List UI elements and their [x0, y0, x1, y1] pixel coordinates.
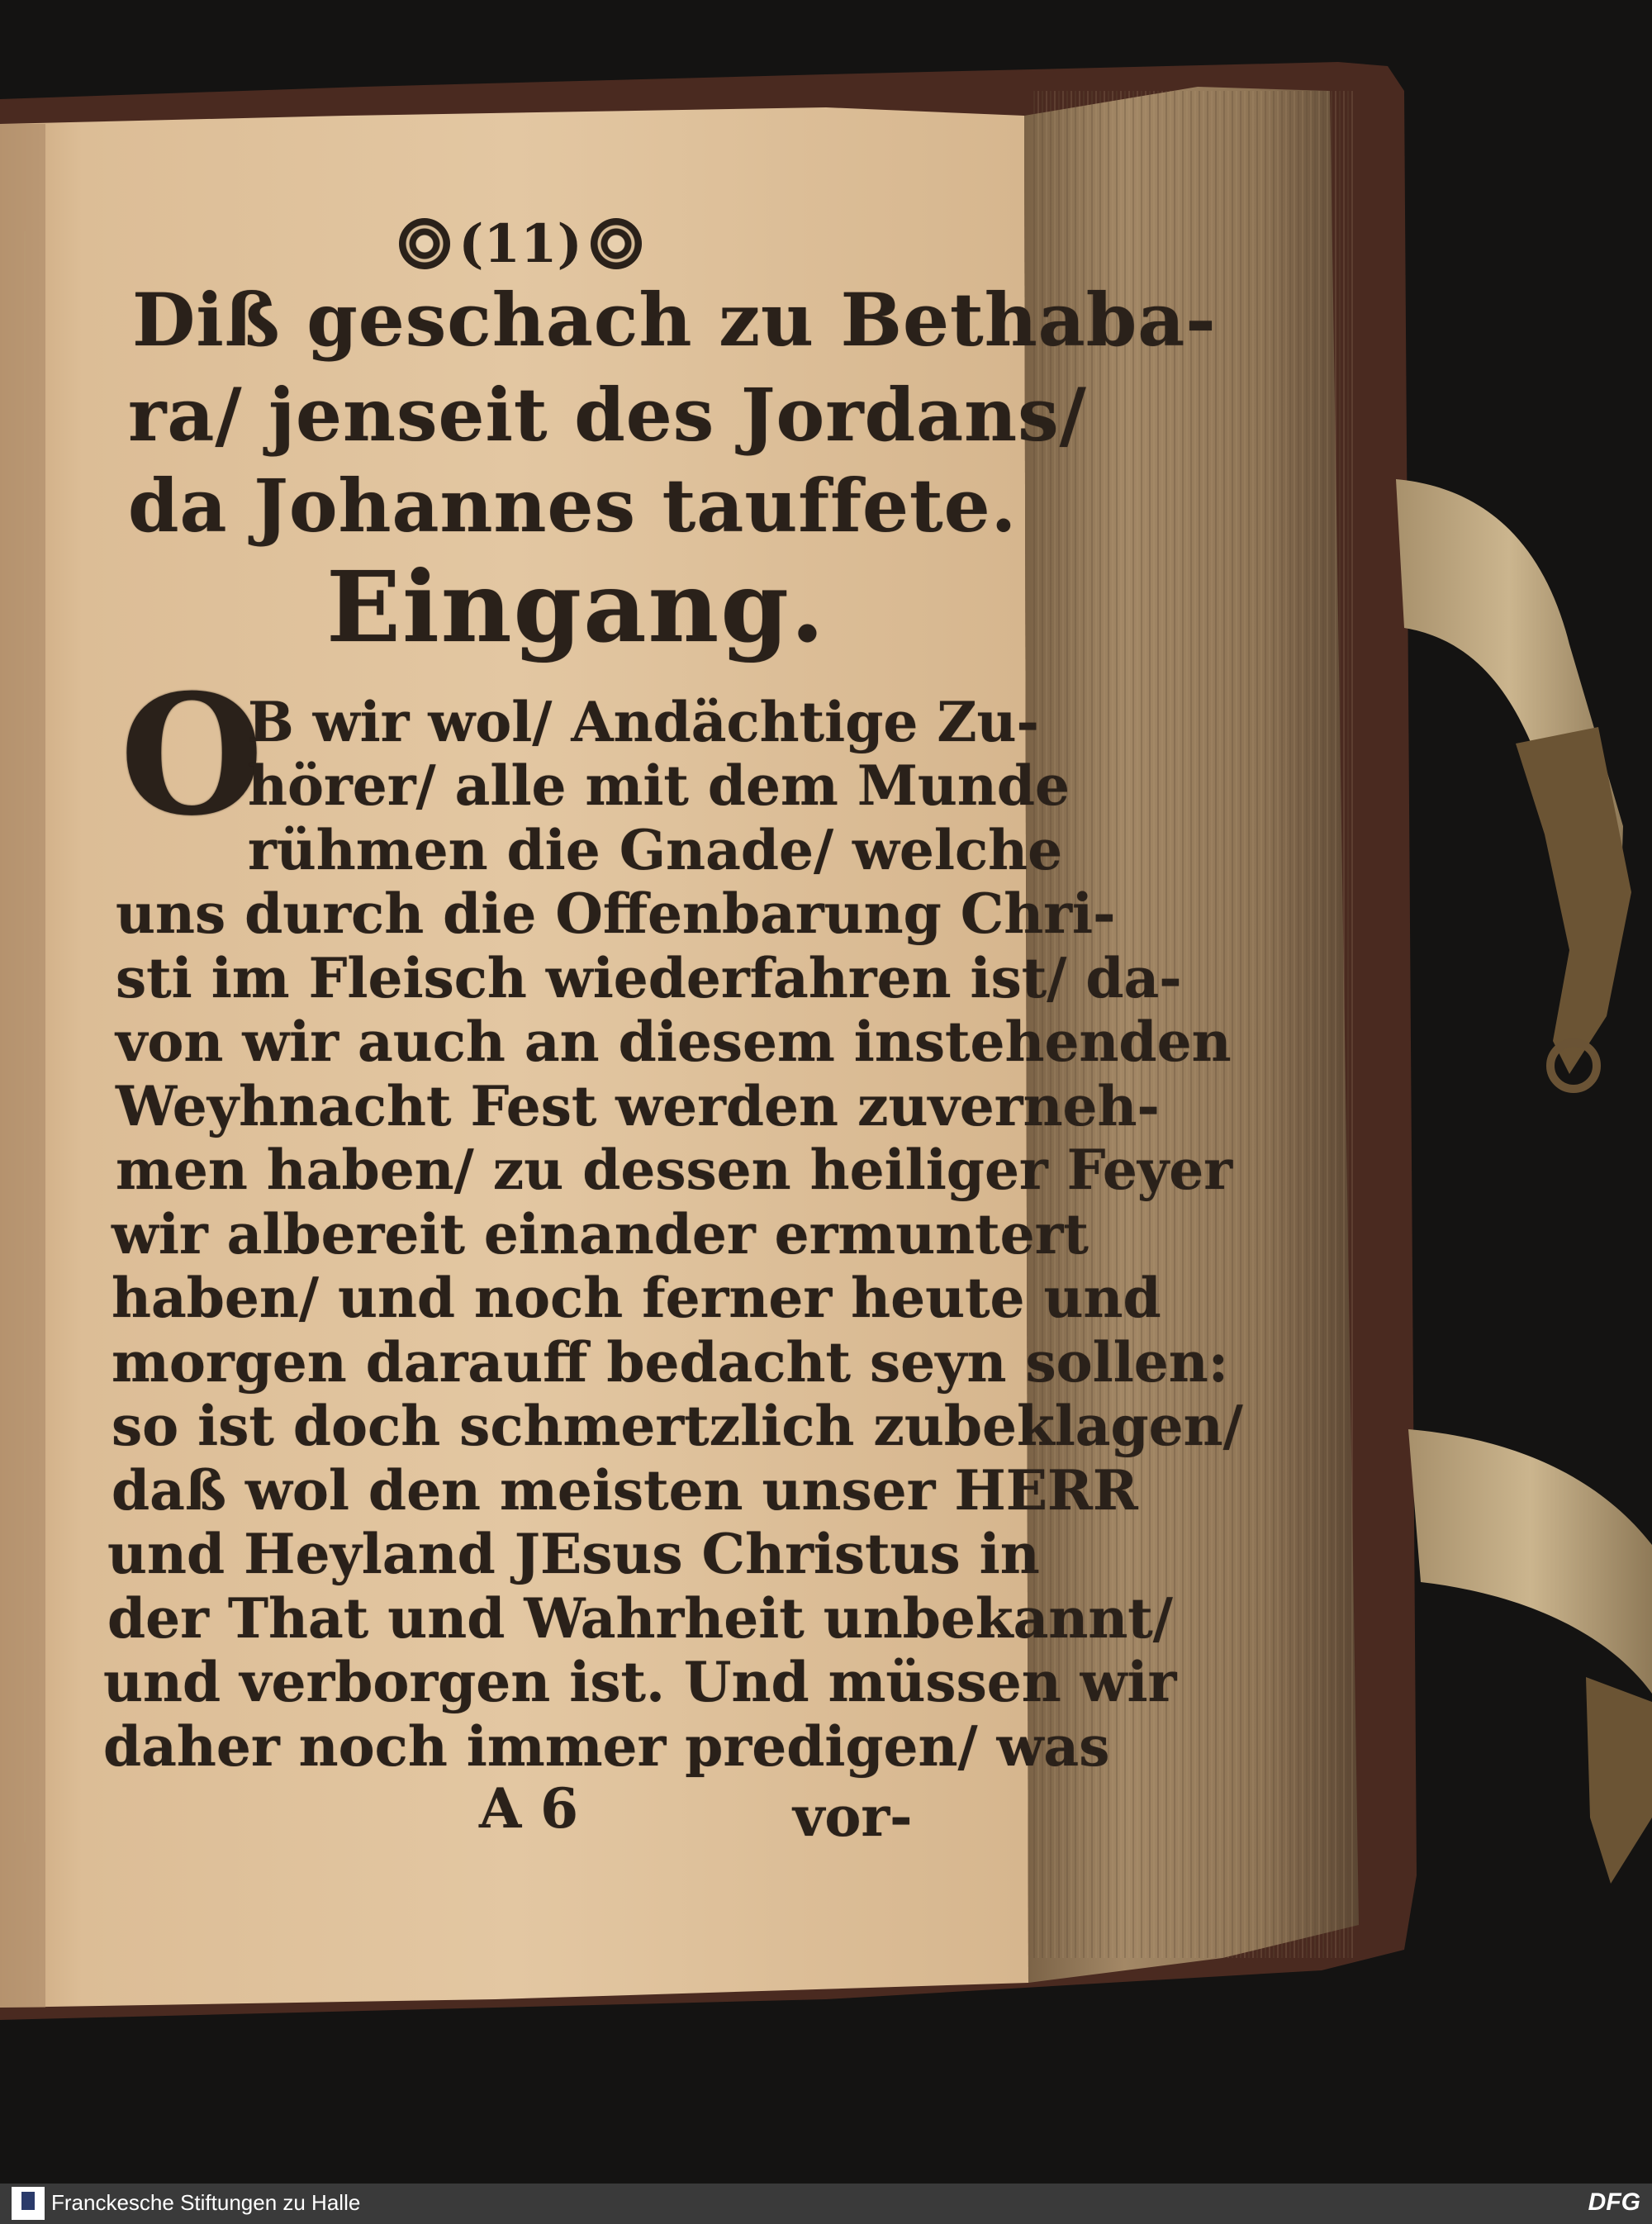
body-line: daß wol den meisten unser HERR	[112, 1458, 1138, 1523]
body-line: rühmen die Gnade/ welche	[248, 818, 1063, 882]
title-line-3: da Johannes tauffete.	[128, 463, 1018, 549]
signature-mark: A 6	[479, 1776, 579, 1841]
page-header	[380, 198, 661, 289]
body-line: so ist doch schmertzlich zubeklagen/	[112, 1394, 1243, 1458]
logo-mark	[21, 2192, 35, 2210]
catchword: vor-	[793, 1784, 913, 1849]
footer-bar	[0, 2184, 1652, 2224]
body-line: men haben/ zu dessen heiliger Feyer	[116, 1138, 1233, 1202]
page-number: (11)	[458, 212, 582, 275]
body-line: hörer/ alle mit dem Munde	[248, 753, 1070, 818]
body-line: wir albereit einander ermuntert	[112, 1202, 1089, 1266]
body-line: der That und Wahrheit unbekannt/	[107, 1586, 1173, 1651]
lower-clasp-strap	[1408, 1429, 1652, 1694]
body-line: daher noch immer predigen/ was	[103, 1714, 1110, 1779]
body-line: uns durch die Offenbarung Chri-	[116, 882, 1116, 946]
body-line: morgen darauff bedacht seyn sollen:	[112, 1330, 1229, 1395]
institution-name: Franckesche Stiftungen zu Halle	[51, 2190, 361, 2215]
body-line: Weyhnacht Fest werden zuverneh-	[116, 1074, 1160, 1138]
body-line: haben/ und noch ferner heute und	[112, 1266, 1161, 1330]
title-line-1: Diß geschach zu Bethaba-	[132, 277, 1217, 363]
body-line: B wir wol/ Andächtige Zu-	[248, 690, 1039, 754]
body-line: und Heyland JEsus Christus in	[107, 1522, 1040, 1586]
body-line: sti im Fleisch wiederfahren ist/ da-	[116, 946, 1182, 1010]
lower-clasp-metal	[1586, 1677, 1652, 1884]
upper-clasp-metal	[1516, 727, 1631, 1074]
gutter-shadow	[0, 124, 45, 2008]
institution-logo-icon	[12, 2187, 45, 2220]
body-line: von wir auch an diesem instehenden	[116, 1010, 1232, 1074]
body-line: und verborgen ist. Und müssen wir	[103, 1650, 1177, 1714]
rosette-ornament-icon	[591, 218, 642, 269]
section-heading: Eingang.	[326, 549, 826, 664]
dfg-logo: DFG	[1588, 2188, 1640, 2216]
decorated-initial: O	[120, 658, 264, 853]
rosette-ornament-icon	[399, 218, 450, 269]
title-line-2: ra/ jenseit des Jordans/	[128, 372, 1087, 458]
